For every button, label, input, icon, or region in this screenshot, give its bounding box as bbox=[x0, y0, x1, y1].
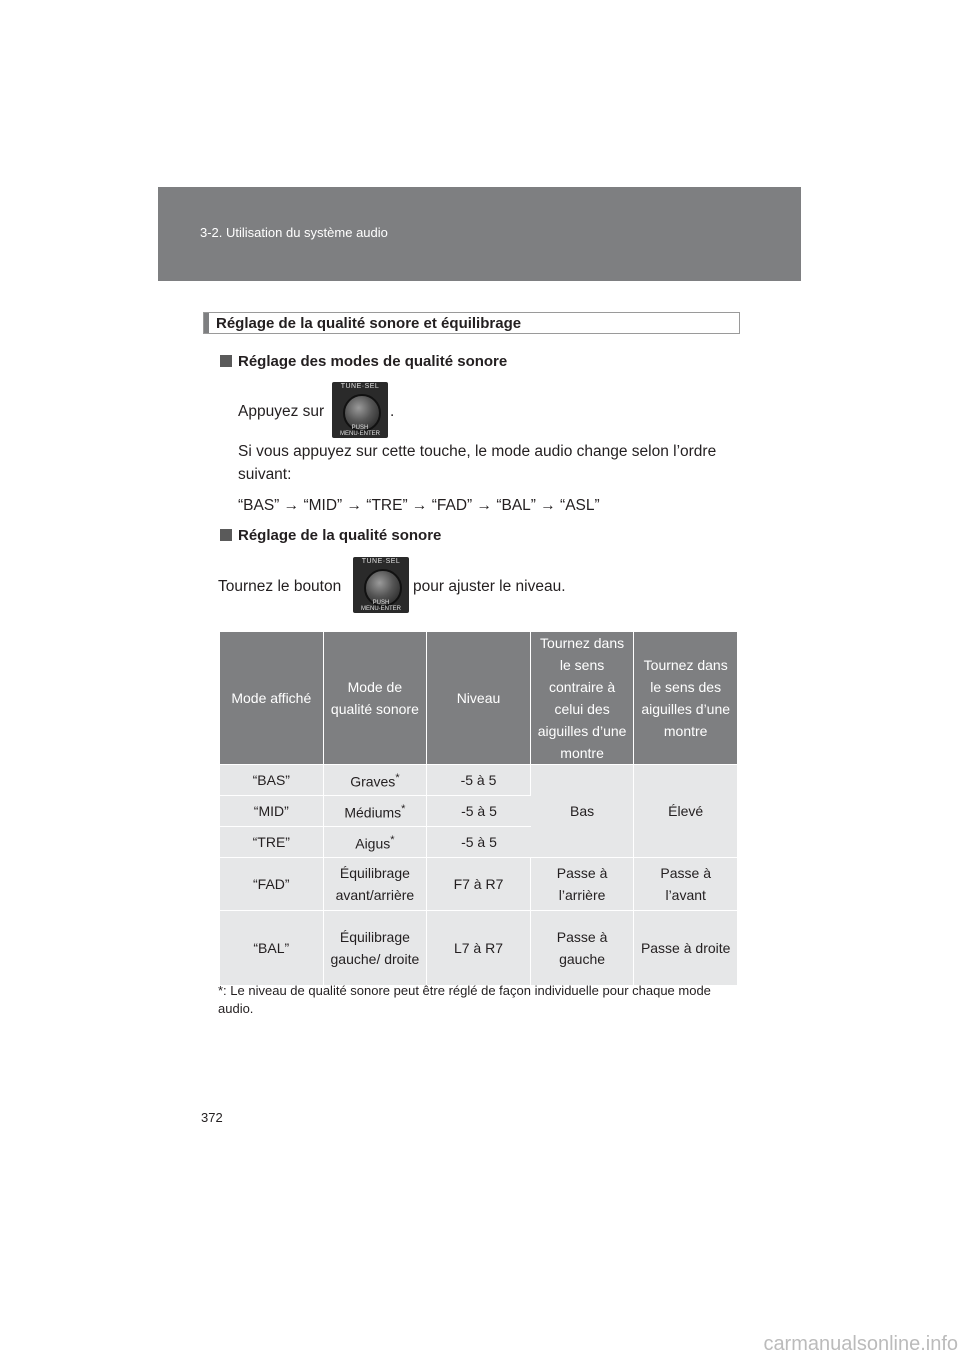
press-after: . bbox=[390, 403, 395, 420]
col-mode: Mode affiché bbox=[220, 632, 324, 764]
cell-quality: Graves* bbox=[324, 764, 428, 795]
cell-quality: Médiums* bbox=[324, 795, 428, 826]
desc-line-2: suivant: bbox=[238, 466, 292, 483]
footnote-marker: *: bbox=[218, 983, 227, 998]
section-accent-bar bbox=[204, 313, 209, 333]
knob-top-label: TUNE·SEL bbox=[340, 383, 380, 390]
tune-sel-knob-icon bbox=[353, 557, 409, 613]
table-row bbox=[220, 857, 737, 910]
cell-mode: “TRE” bbox=[220, 826, 324, 857]
cell-mode: “MID” bbox=[220, 795, 324, 826]
cell-level: -5 à 5 bbox=[427, 764, 531, 795]
cell-ccw: Passe à l’arrière bbox=[531, 857, 635, 910]
desc-line-1: Si vous appuyez sur cette touche, le mode audio change selon l’ordre bbox=[238, 443, 717, 460]
press-description bbox=[238, 440, 743, 486]
watermark: carmanualsonline.info bbox=[763, 1333, 958, 1355]
cell-quality: Aigus* bbox=[324, 826, 428, 857]
cell-quality: Équilibrage gauche/ droite bbox=[324, 910, 428, 985]
footnote bbox=[218, 982, 743, 1018]
section-title: Réglage de la qualité sonore et équilibrage bbox=[216, 315, 522, 332]
col-cw: Tournez dans le sens des aiguilles d’une montre bbox=[634, 632, 737, 764]
cell-ccw: Passe à gauche bbox=[531, 910, 635, 985]
cell-cw: Passe à l’avant bbox=[634, 857, 737, 910]
square-bullet-icon bbox=[220, 529, 232, 541]
cell-cw: Passe à droite bbox=[634, 910, 737, 985]
subheading-quality-text: Réglage de la qualité sonore bbox=[238, 527, 442, 544]
cell-ccw-merged: Bas bbox=[531, 764, 635, 857]
table-row bbox=[220, 910, 737, 985]
knob-top-label: TUNE·SEL bbox=[361, 558, 401, 565]
cell-level: -5 à 5 bbox=[427, 795, 531, 826]
footnote-text: Le niveau de qualité sonore peut être réglé de façon individuelle pour chaque mode audio. bbox=[218, 983, 711, 1016]
col-quality: Mode de qualité sonore bbox=[324, 632, 428, 764]
cell-level: L7 à R7 bbox=[427, 910, 531, 985]
cell-cw-merged: Élevé bbox=[634, 764, 737, 857]
sound-modes-table bbox=[220, 632, 737, 985]
cell-level: F7 à R7 bbox=[427, 857, 531, 910]
col-level: Niveau bbox=[427, 632, 531, 764]
col-ccw: Tournez dans le sens contraire à celui des aiguilles d’une montre bbox=[531, 632, 635, 764]
breadcrumb: 3-2. Utilisation du système audio bbox=[200, 225, 388, 240]
mode-sequence: “BAS” → “MID” → “TRE” → “FAD” → “BAL” → “ASL” bbox=[238, 497, 600, 514]
cell-mode: “BAL” bbox=[220, 910, 324, 985]
turn-after: pour ajuster le niveau. bbox=[413, 578, 566, 595]
header-band bbox=[158, 187, 801, 281]
tune-sel-knob-icon bbox=[332, 382, 388, 438]
subheading-modes bbox=[220, 353, 507, 370]
cell-quality: Équilibrage avant/arrière bbox=[324, 857, 428, 910]
cell-mode: “BAS” bbox=[220, 764, 324, 795]
section-heading-box bbox=[203, 312, 740, 334]
knob-bottom-label: PUSH MENU·ENTER bbox=[361, 600, 401, 612]
table-row bbox=[220, 764, 737, 795]
table-header-row bbox=[220, 632, 737, 764]
turn-before: Tournez le bouton bbox=[218, 578, 342, 595]
cell-mode: “FAD” bbox=[220, 857, 324, 910]
page-number: 372 bbox=[201, 1110, 223, 1125]
subheading-quality bbox=[220, 527, 441, 544]
square-bullet-icon bbox=[220, 355, 232, 367]
subheading-modes-text: Réglage des modes de qualité sonore bbox=[238, 353, 508, 370]
press-before-text: Appuyez sur bbox=[238, 403, 325, 420]
cell-level: -5 à 5 bbox=[427, 826, 531, 857]
knob-bottom-label: PUSH MENU·ENTER bbox=[340, 425, 380, 437]
press-instruction bbox=[238, 400, 324, 423]
